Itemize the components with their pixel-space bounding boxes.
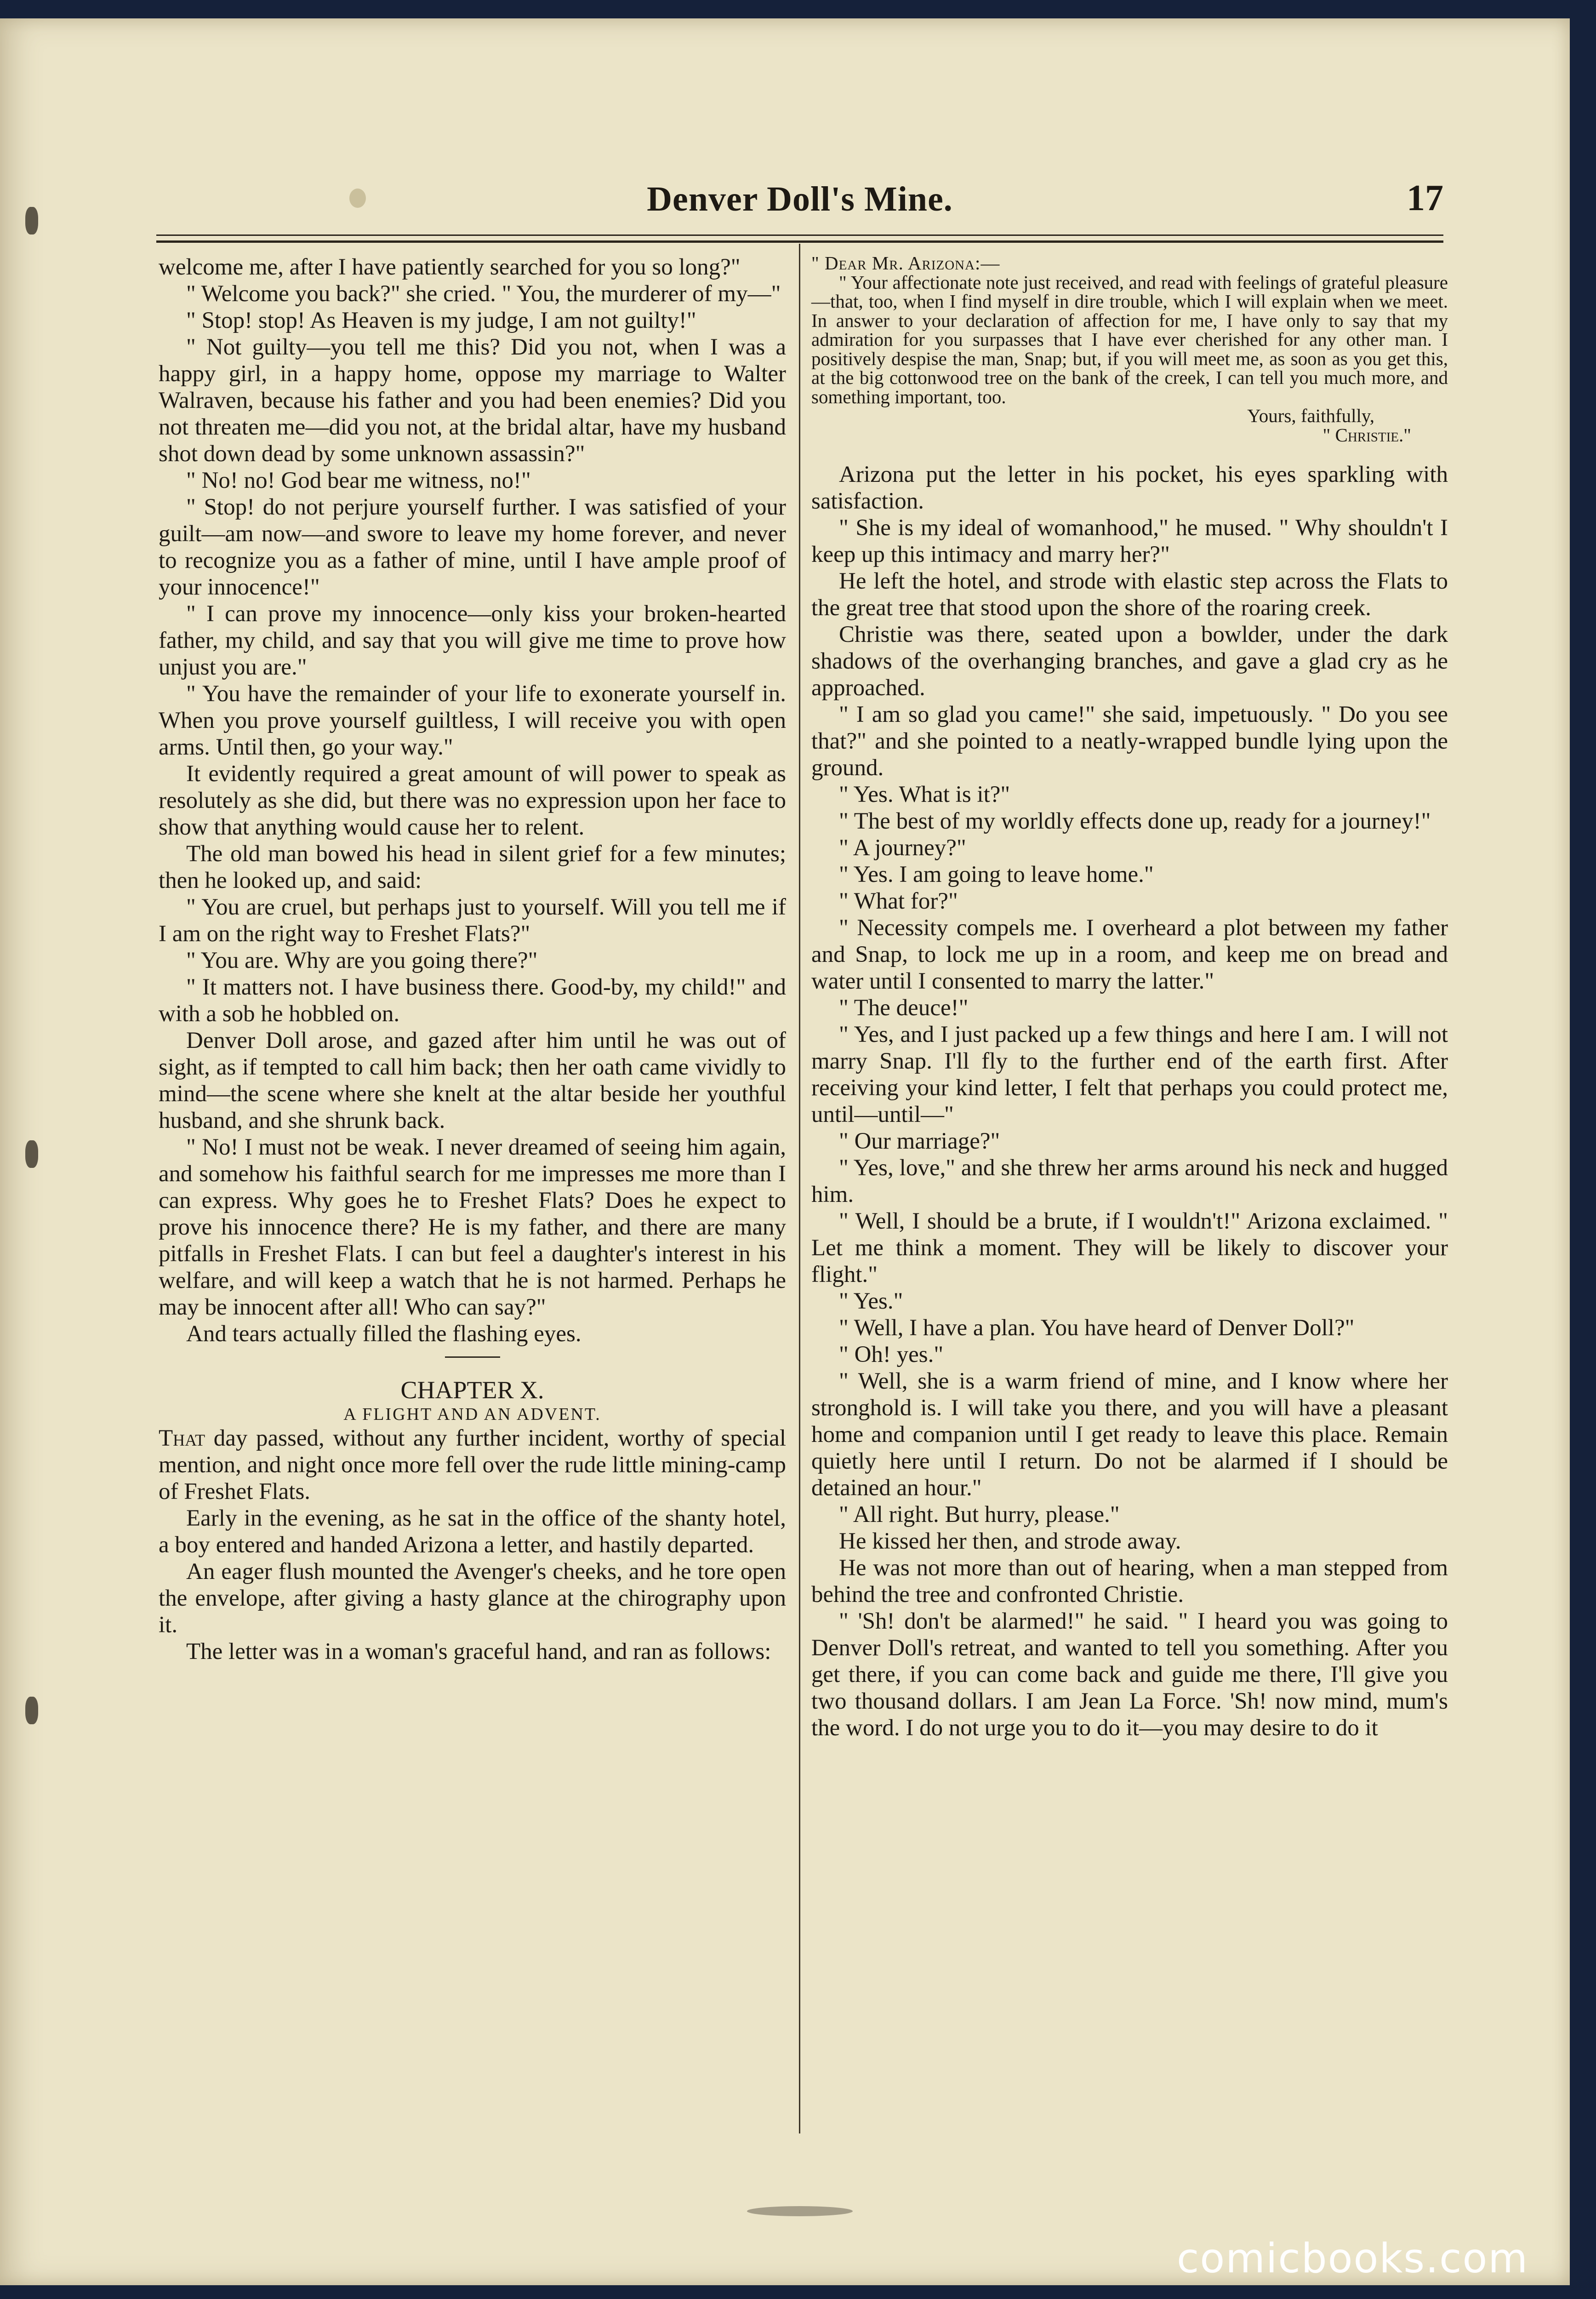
chapter-rule [445,1356,500,1358]
paragraph: " 'Sh! don't be alarmed!" he said. " I heard you was going to Denver Doll's retreat, and wanted to tell you something. After you get there, if you can come back and guide me there, I'll give you two thousand dollars. I am Jean La Force. 'Sh! now mind, mum's the word. I do not urge you to do it—you may desire to do it [811,1608,1448,1741]
letter-closing: Yours, faithfully, [1247,405,1374,426]
chapter-first-text: day passed, without any further incident, worthy of special mention, and night once more fell over the rude little mining-camp of Freshet Flats. [159,1425,786,1504]
paragraph: " You are cruel, but perhaps just to yourself. Will you tell me if I am on the right way to Freshet Flats?" [159,894,786,947]
column-divider [799,244,800,2133]
letter-body: " Your affectionate note just received, and read with feelings of grateful pleasure—that, too, when I find myself in dire trouble, which I will explain when we meet. In answer to your declaration of affection for me, I have only to say that my admiration for you surpasses that I have ever cherished for any other man. I positively despise the man, Snap; but, if you will meet me, as soon as you get this, at the big cottonwood tree on the bank of the creek, I can tell you much more, and something important, too. [811,271,1448,407]
paragraph: " You have the remainder of your life to exonerate yourself in. When you prove yourself guiltless, I will receive you with open arms. Until then, go your way." [159,681,786,760]
letter-salutation: " Dear Mr. Arizona:— [811,252,1000,274]
paragraph: " She is my ideal of womanhood," he mused. " Why shouldn't I keep up this intimacy and marry her?" [811,515,1448,567]
left-column [159,254,786,1665]
paragraph: " Yes. What is it?" [839,782,1010,807]
paragraph: " Not guilty—you tell me this? Did you not, when I was a happy girl, in a happy home, oppose my marriage to Walter Walraven, because his father and you had been enemies? Did you not threaten me—did you not, at the bridal altar, have my husband shot down dead by some unknown assassin?" [159,334,786,467]
header-rule [156,234,1443,243]
paragraph: " The best of my worldly effects done up, ready for a journey!" [839,808,1431,834]
paragraph: " Necessity compels me. I overheard a plot between my father and Snap, to lock me up in a room, and keep me on bread and water until I consented to marry the latter." [811,915,1448,994]
paragraph: " No! no! God bear me witness, no!" [186,468,531,493]
left-paragraphs [159,254,786,1347]
book-page [0,18,1570,2285]
paragraph: Early in the evening, as he sat in the office of the shanty hotel, a boy entered and handed Arizona a letter, and hastily departed. [159,1505,786,1558]
letter-block [811,254,1448,445]
paragraph: " I am so glad you came!" she said, impetuously. " Do you see that?" and she pointed to a neatly-wrapped bundle lying upon the ground. [811,702,1448,781]
page-header [156,179,1443,216]
paragraph: He left the hotel, and strode with elastic step across the Flats to the great tree that stood upon the shore of the roaring creek. [811,568,1448,621]
printer-mark [747,2206,853,2216]
paragraph: " Yes." [839,1288,903,1314]
paragraph: " All right. But hurry, please." [839,1502,1120,1527]
paragraph: An eager flush mounted the Avenger's cheeks, and he tore open the envelope, after giving a hasty glance at the chirography upon it. [159,1559,786,1638]
paragraph: " Our marriage?" [839,1128,1000,1154]
paragraph: " Stop! stop! As Heaven is my judge, I am not guilty!" [186,308,696,333]
paragraph: The letter was in a woman's graceful hand, and ran as follows: [186,1639,771,1664]
paragraph: It evidently required a great amount of will power to speak as resolutely as she did, but there was no expression upon her face to show that anything would cause her to relent. [159,761,786,840]
chapter-opening-paragraph [159,1425,786,1505]
letter-signature: " Christie." [1322,424,1411,446]
paragraph: " Stop! do not perjure yourself further. I was satisfied of your guilt—am now—and swore to leave my home forever, and never to recognize you as a father of mine, until I have ample proof of your innocence!" [159,494,786,600]
binding-stitch [25,1140,38,1168]
watermark: comicbooks.com [1177,2235,1529,2282]
paragraph: " Yes. I am going to leave home." [839,862,1154,887]
paragraph: " Yes, love," and she threw her arms around his neck and hugged him. [811,1155,1448,1207]
paragraph: " You are. Why are you going there?" [186,948,538,973]
binding-stitch [25,207,38,234]
binding-stitch [25,1697,38,1724]
chapter-subtitle: A FLIGHT AND AN ADVENT. [343,1405,601,1424]
paragraph: " Well, she is a warm friend of mine, and I know where her stronghold is. I will take you there, and you will have a pleasant home and companion until I get ready to leave this place. Remain quietly here until I return. Do not be alarmed if I should be detained an hour." [811,1368,1448,1501]
right-column [811,254,1448,1741]
paragraph: welcome me, after I have patiently searched for you so long?" [159,254,741,280]
paragraph: Arizona put the letter in his pocket, his eyes sparkling with satisfaction. [811,462,1448,514]
paragraph: Denver Doll arose, and gazed after him until he was out of sight, as if tempted to call him back; then her oath came vividly to mind—the scene where she knelt at the altar beside her youthful husband, and she shrunk back. [159,1028,786,1133]
paragraph: " A journey?" [839,835,966,861]
paragraph: And tears actually filled the flashing eyes. [186,1321,581,1347]
paragraph: " Oh! yes." [839,1342,944,1367]
paragraph: " What for?" [839,888,958,914]
paragraph: The old man bowed his head in silent grief for a few minutes; then he looked up, and said: [159,841,786,893]
left-paragraphs-after [159,1505,786,1665]
paragraph: " Yes, and I just packed up a few things and here I am. I will not marry Snap. I'll fly to the further end of the earth first. After receiving your kind letter, I felt that perhaps you could protect me, until—until—" [811,1022,1448,1127]
paragraph: " The deuce!" [839,995,969,1021]
paragraph: " Welcome you back?" she cried. " You, the murderer of my—" [186,281,781,307]
page-title: Denver Doll's Mine. [647,180,953,218]
chapter-first-word: That [159,1425,205,1451]
paragraph: He was not more than out of hearing, when a man stepped from behind the tree and confronted Christie. [811,1555,1448,1607]
paragraph: " I can prove my innocence—only kiss your broken-hearted father, my child, and say that you will give me time to prove how unjust you are." [159,601,786,680]
paragraph: " Well, I should be a brute, if I wouldn't!" Arizona exclaimed. " Let me think a moment. They will be likely to discover your flight." [811,1208,1448,1287]
chapter-heading: CHAPTER X. [400,1376,544,1404]
paragraph: He kissed her then, and strode away. [839,1528,1181,1554]
paragraph: " It matters not. I have business there. Good-by, my child!" and with a sob he hobbled on. [159,974,786,1027]
right-paragraphs [811,461,1448,1741]
paragraph: Christie was there, seated upon a bowlder, under the dark shadows of the overhanging branches, and gave a glad cry as he approached. [811,622,1448,701]
paragraph: " Well, I have a plan. You have heard of Denver Doll?" [839,1315,1355,1341]
page-number: 17 [1407,178,1443,218]
paragraph: " No! I must not be weak. I never dreamed of seeing him again, and somehow his faithful search for me impresses me more than I can express. Why goes he to Freshet Flats? Does he expect to prove his innocence there? He is my father, and there are many pitfalls in Freshet Flats. I can but feel a daughter's interest in his welfare, and will keep a watch that he is not harmed. Perhaps he may be innocent after all! Who can say?" [159,1134,786,1320]
